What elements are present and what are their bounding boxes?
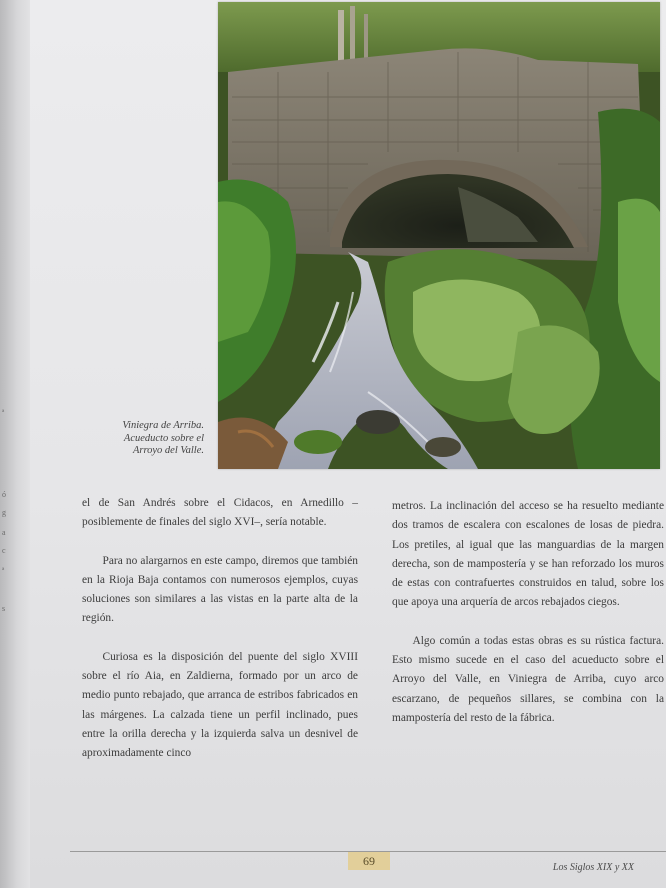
margin-mark: ª (2, 566, 5, 575)
margin-mark: s (2, 604, 6, 613)
margin-mark: c (2, 546, 6, 555)
page-number: 69 (348, 852, 390, 870)
aqueduct-photo (218, 2, 660, 469)
right-text-column (392, 497, 664, 747)
margin-mark: ª (2, 408, 5, 417)
caption-line: Arroyo del Valle. (132, 445, 204, 456)
photo-caption (90, 420, 204, 458)
left-text-column (82, 494, 358, 783)
running-title: Los Siglos XIX y XX (552, 862, 634, 873)
paragraph: Algo común a todas estas obras es su rústica factura. Esto mismo sucede en el caso del acueducto sobre el Arroyo del Valle, en Viniegra de Arriba, cuyo arco escarzano, de pequeños sillares, se combina con la mampostería del resto de la fábrica. (392, 634, 664, 724)
margin-mark: g (2, 508, 6, 517)
paragraph: el de San Andrés sobre el Cidacos, en Arnedillo –posiblemente de finales del siglo XVI–, sería notable. (82, 497, 358, 529)
book-page (30, 0, 666, 888)
margin-mark: a (2, 528, 6, 537)
caption-line: Acueducto sobre el (123, 432, 204, 444)
book-spine-shadow (0, 0, 30, 888)
paragraph: metros. La inclinación del acceso se ha resuelto mediante dos tramos de escalera con escalones de losas de piedra. Los pretiles, al igual que las manguardias de la margen derecha, son de mampostería y se han reforzado los muros de estas con contrafuertes construidos en talud, sobre los que apoya una arquería de arcos rebajados ciegos. (392, 500, 664, 609)
caption-line: Viniegra de Arriba. (122, 420, 204, 431)
margin-mark: ó (2, 490, 6, 499)
paragraph: Para no alargarnos en este campo, diremos que también en la Rioja Baja contamos con numerosos ejemplos, cuyas soluciones son similares a las vistas en la parte alta de la región. (82, 554, 358, 625)
paragraph: Curiosa es la disposición del puente del siglo XVIII sobre el río Aia, en Zaldierna, formado por un arco de medio punto rebajado, que arranca de estribos fabricados en las márgenes. La calzada tiene un perfil inclinado, pues entre la orilla derecha y la izquierda salva un desnivel de aproximadamente cinco (82, 650, 358, 760)
